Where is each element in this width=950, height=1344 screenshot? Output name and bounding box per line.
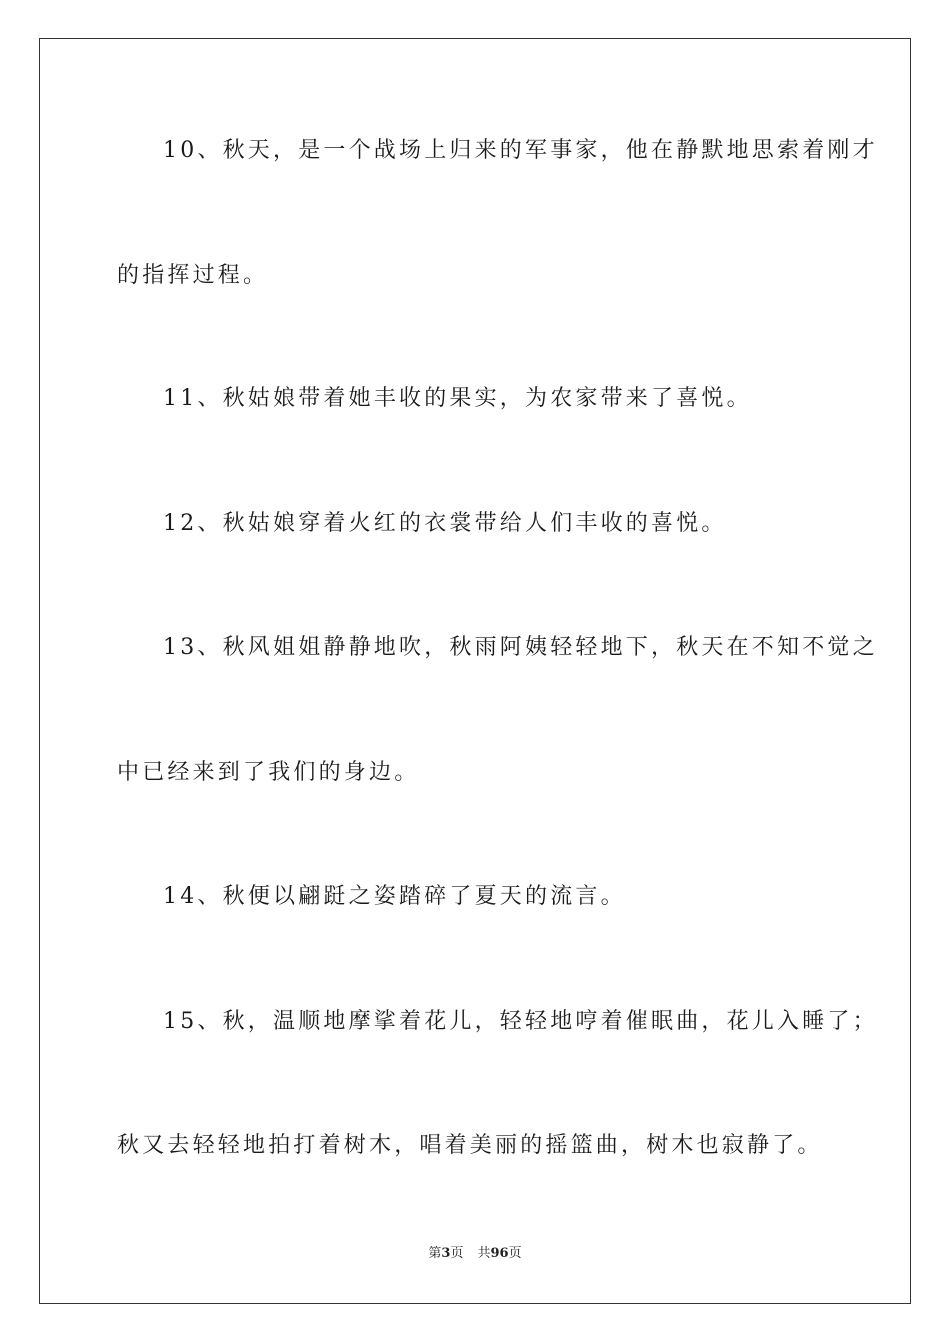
paragraph-13-line-1: 13、秋风姐姐静静地吹，秋雨阿姨轻轻地下，秋天在不知不觉之 bbox=[163, 635, 878, 660]
total-suffix: 页 bbox=[508, 1246, 522, 1261]
paragraph-11: 11、秋姑娘带着她丰收的果实，为农家带来了喜悦。 bbox=[163, 386, 752, 411]
paragraph-14: 14、秋便以翩跹之姿踏碎了夏天的流言。 bbox=[163, 884, 626, 909]
paragraph-10-line-2: 的指挥过程。 bbox=[117, 263, 269, 288]
total-pages: 96 bbox=[490, 1246, 509, 1261]
paragraph-10-line-1: 10、秋天，是一个战场上归来的军事家，他在静默地思索着刚才 bbox=[163, 138, 878, 163]
page-footer bbox=[0, 1245, 950, 1263]
page-number: 3 bbox=[441, 1246, 451, 1261]
page-prefix: 第 bbox=[428, 1246, 442, 1261]
paragraph-15-line-2: 秋又去轻轻地拍打着树木，唱着美丽的摇篮曲，树木也寂静了。 bbox=[117, 1133, 823, 1158]
paragraph-13-line-2: 中已经来到了我们的身边。 bbox=[117, 760, 420, 785]
total-prefix: 共 bbox=[477, 1246, 491, 1261]
paragraph-12: 12、秋姑娘穿着火红的衣裳带给人们丰收的喜悦。 bbox=[163, 511, 727, 536]
paragraph-15-line-1: 15、秋，温顺地摩挲着花儿，轻轻地哼着催眠曲，花儿入睡了； bbox=[163, 1009, 878, 1034]
page-suffix: 页 bbox=[450, 1246, 464, 1261]
page-frame bbox=[39, 38, 911, 1304]
